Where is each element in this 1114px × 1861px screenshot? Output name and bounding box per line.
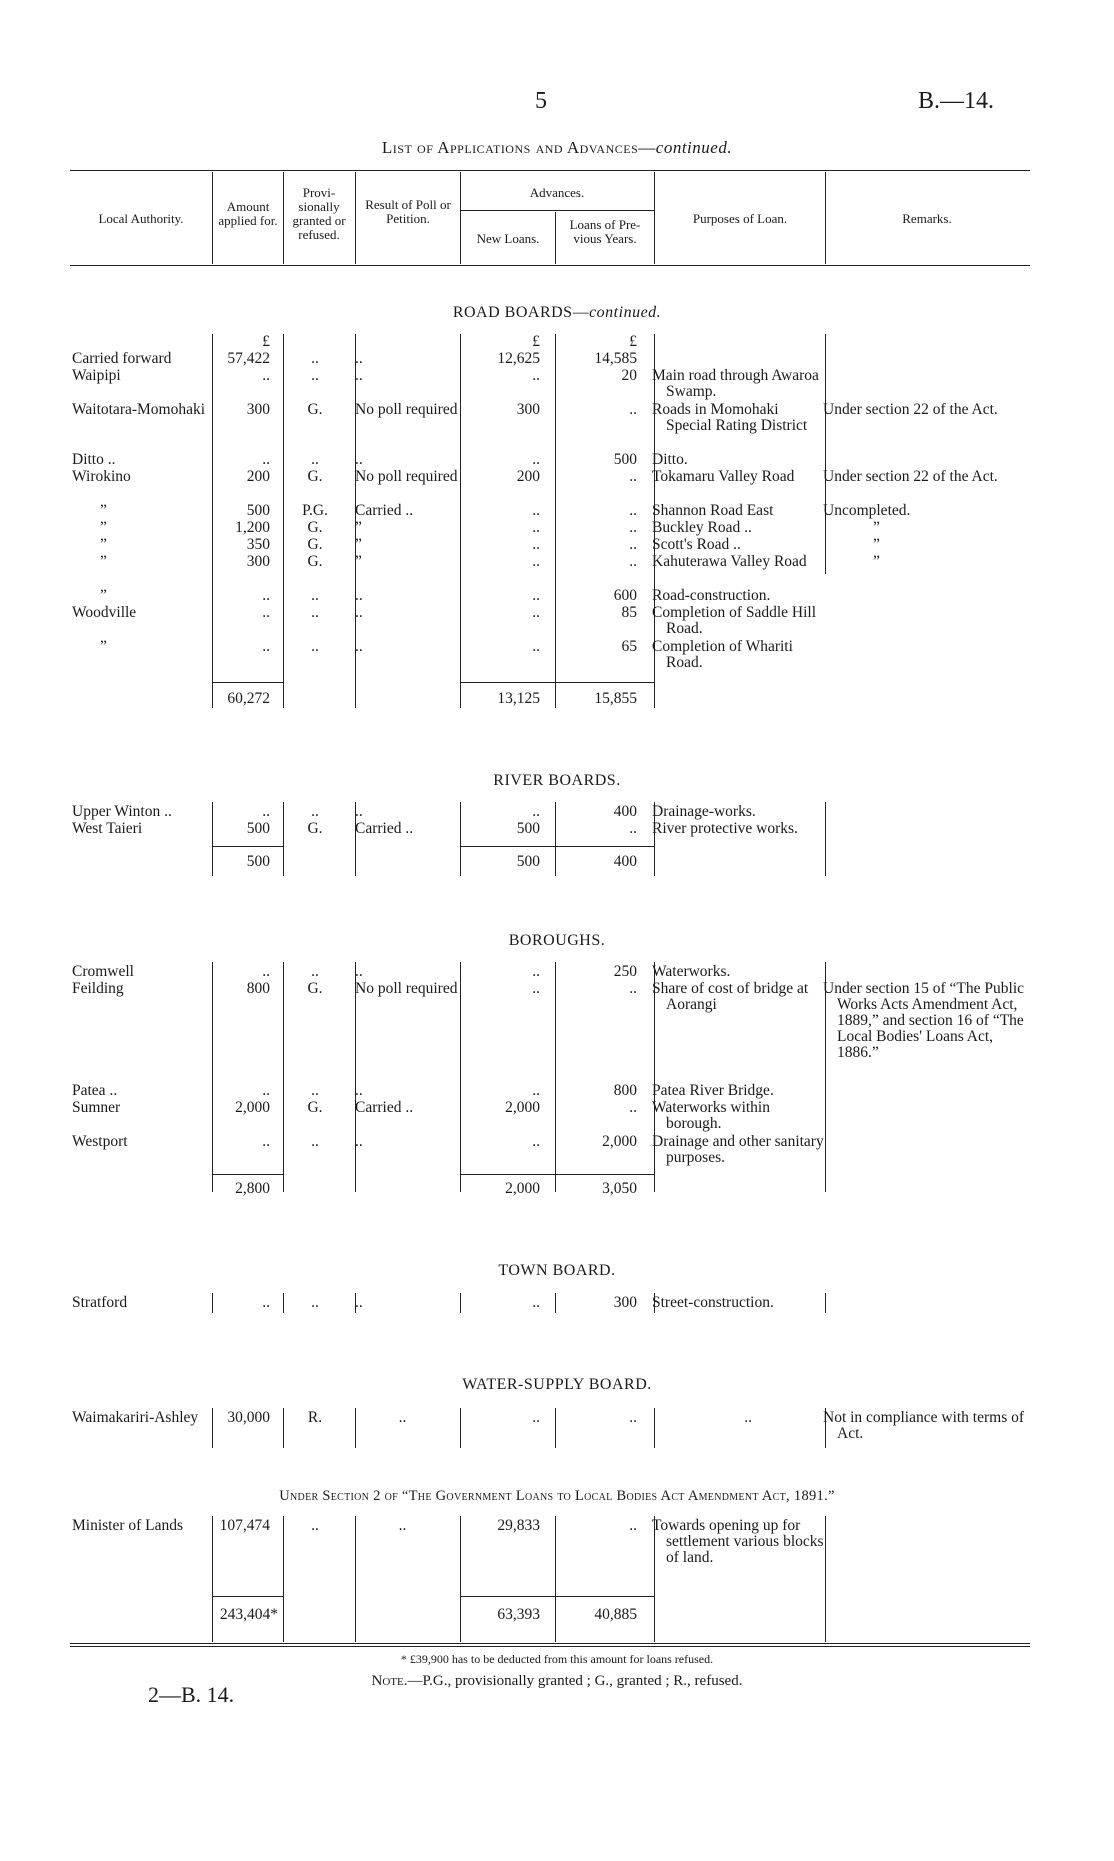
cell-remarks: Under section 22 of the Act. xyxy=(823,468,998,485)
cell-amount: .. xyxy=(262,1294,270,1311)
cell-purpose: Shannon Road East xyxy=(652,502,774,519)
cell-purpose: Scott's Road .. xyxy=(652,536,741,553)
cell-new-loans: 300 xyxy=(516,401,540,418)
cell-purpose: Completion of Whariti Road. xyxy=(652,638,793,671)
document-reference: B.—14. xyxy=(918,88,995,114)
col-divider xyxy=(355,172,356,264)
cell-amount: .. xyxy=(262,451,270,468)
col-divider xyxy=(283,1408,284,1448)
cell-poll: Carried .. xyxy=(355,1099,414,1116)
cell-amount: 300 xyxy=(246,553,270,570)
total-rule xyxy=(212,846,283,847)
cell-prev-loans: .. xyxy=(629,820,637,837)
cell-provisional: .. xyxy=(311,1517,319,1534)
cell-provisional: .. xyxy=(311,350,319,367)
cell-provisional: .. xyxy=(311,963,319,980)
cell-purpose: Patea River Bridge. xyxy=(652,1082,774,1099)
col-header-local-authority: Local Authority. xyxy=(98,211,184,226)
cell-purpose: Ditto. xyxy=(652,451,688,468)
cell-amount: 800 xyxy=(246,980,270,997)
cell-provisional: G. xyxy=(307,536,323,553)
cell-authority: Cromwell xyxy=(72,963,134,980)
page-number: 5 xyxy=(535,88,547,114)
cell-new-loans: .. xyxy=(532,963,540,980)
cell-new-loans: .. xyxy=(532,519,540,536)
cell-new-loans: .. xyxy=(532,536,540,553)
section-town-board: TOWN BOARD. xyxy=(498,1262,616,1279)
cell-prev-loans: 14,585 xyxy=(594,350,637,367)
cell-amount: .. xyxy=(262,604,270,621)
cell-new-loans: 2,000 xyxy=(505,1099,540,1116)
cell-purpose: Drainage and other sanitary purposes. xyxy=(652,1133,824,1166)
cell-amount: .. xyxy=(262,638,270,655)
cell-new-loans: .. xyxy=(532,1294,540,1311)
footnote: * £39,900 has to be deducted from this amount for loans refused. xyxy=(400,1652,714,1666)
total-new-loans: 13,125 xyxy=(497,690,540,707)
cell-authority: Waitotara-Momohaki xyxy=(72,401,206,418)
cell-provisional: R. xyxy=(307,1409,323,1426)
cell-amount: 200 xyxy=(246,468,270,485)
col-header-advances: Advances. xyxy=(529,185,585,200)
total-amount: 2,800 xyxy=(235,1180,270,1197)
col-divider xyxy=(283,802,284,876)
section-river-boards: RIVER BOARDS. xyxy=(493,772,621,789)
total-new-loans: 500 xyxy=(516,853,540,870)
cell-provisional: .. xyxy=(311,803,319,820)
cell-new-loans: .. xyxy=(532,1082,540,1099)
cell-prev-loans: 65 xyxy=(621,638,637,655)
cell-poll: ” xyxy=(355,553,362,570)
cell-amount: 500 xyxy=(246,502,270,519)
cell-provisional: G. xyxy=(307,980,323,997)
cell-provisional: G. xyxy=(307,1099,323,1116)
cell-poll: .. xyxy=(355,604,363,621)
table-bottom-rule xyxy=(70,1643,1030,1644)
cell-new-loans: .. xyxy=(532,587,540,604)
currency-symbol: £ xyxy=(262,333,270,350)
col-header-amount: Amount applied for. xyxy=(218,199,278,228)
cell-authority: ” xyxy=(100,587,107,604)
col-divider xyxy=(283,1293,284,1313)
col-divider xyxy=(283,1516,284,1642)
cell-provisional: .. xyxy=(311,1294,319,1311)
cell-provisional: P.G. xyxy=(302,502,328,519)
cell-amount: 500 xyxy=(246,820,270,837)
col-divider xyxy=(654,172,655,264)
cell-authority: ” xyxy=(100,536,107,553)
cell-prev-loans: .. xyxy=(629,502,637,519)
title-continued: continued. xyxy=(655,138,733,157)
cell-prev-loans: .. xyxy=(629,468,637,485)
total-rule xyxy=(460,682,654,683)
cell-purpose: Road-construction. xyxy=(652,587,771,604)
cell-prev-loans: .. xyxy=(629,1517,637,1534)
col-divider xyxy=(355,1516,356,1642)
cell-authority: Carried forward xyxy=(72,350,172,367)
col-header-remarks: Remarks. xyxy=(902,211,952,226)
section-2-heading xyxy=(0,1488,1114,1505)
cell-provisional: G. xyxy=(307,553,323,570)
col-divider xyxy=(555,212,556,264)
cell-prev-loans: 500 xyxy=(613,451,637,468)
cell-amount: 350 xyxy=(246,536,270,553)
cell-authority: Woodville xyxy=(72,604,137,621)
cell-poll: No poll required xyxy=(355,468,458,485)
cell-purpose: Kahuterawa Valley Road xyxy=(652,553,807,570)
total-prev-loans: 3,050 xyxy=(602,1180,637,1197)
cell-new-loans: .. xyxy=(532,638,540,655)
total-rule xyxy=(212,1174,283,1175)
total-amount: 60,272 xyxy=(227,690,270,707)
cell-prev-loans: 800 xyxy=(613,1082,637,1099)
col-header-new-loans: New Loans. xyxy=(476,231,540,246)
cell-amount: .. xyxy=(262,1082,270,1099)
grand-total-amount: 243,404* xyxy=(219,1606,278,1623)
cell-authority: Minister of Lands xyxy=(72,1517,184,1534)
cell-purpose: Completion of Saddle Hill Road. xyxy=(652,604,817,637)
table-bottom-rule xyxy=(70,1646,1030,1647)
cell-amount: 107,474 xyxy=(219,1517,270,1534)
cell-purpose: Roads in Momohaki Special Rating District xyxy=(652,401,808,434)
note-text: —P.G., provisionally granted ; G., granted ; R., refused. xyxy=(407,1673,743,1689)
cell-purpose: Street-construction. xyxy=(652,1294,774,1311)
cell-purpose: Share of cost of bridge at Aorangi xyxy=(652,980,809,1013)
cell-prev-loans: .. xyxy=(629,553,637,570)
section-boroughs: BOROUGHS. xyxy=(508,932,606,949)
section-heading-continued: continued. xyxy=(589,304,662,321)
col-divider xyxy=(283,962,284,1192)
cell-provisional: .. xyxy=(311,1133,319,1150)
cell-poll: No poll required xyxy=(355,401,458,418)
col-divider xyxy=(212,172,213,264)
header-bottom-rule xyxy=(70,265,1030,266)
cell-remarks: Uncompleted. xyxy=(823,502,911,519)
cell-provisional: .. xyxy=(311,367,319,384)
currency-symbol: £ xyxy=(629,333,637,350)
cell-prev-loans: .. xyxy=(629,1409,637,1426)
cell-provisional: .. xyxy=(311,587,319,604)
grand-total-prev-loans: 40,885 xyxy=(594,1606,637,1623)
cell-new-loans: .. xyxy=(532,1133,540,1150)
cell-amount: 300 xyxy=(246,401,270,418)
cell-purpose: Buckley Road .. xyxy=(652,519,752,536)
cell-authority: Feilding xyxy=(72,980,124,997)
title-main: List of Applications and Advances— xyxy=(381,138,656,157)
cell-provisional: .. xyxy=(311,638,319,655)
col-divider xyxy=(283,172,284,264)
cell-amount: 2,000 xyxy=(235,1099,270,1116)
cell-prev-loans: 300 xyxy=(613,1294,637,1311)
total-rule xyxy=(460,846,654,847)
cell-provisional: G. xyxy=(307,820,323,837)
note-label: Note. xyxy=(371,1673,408,1689)
cell-authority: Waipipi xyxy=(72,367,121,384)
cell-provisional: .. xyxy=(311,1082,319,1099)
cell-poll: .. xyxy=(355,587,363,604)
cell-poll: .. xyxy=(355,963,363,980)
cell-poll: Carried .. xyxy=(355,820,414,837)
cell-new-loans: .. xyxy=(532,367,540,384)
cell-poll: No poll required xyxy=(355,980,458,997)
cell-amount: .. xyxy=(262,963,270,980)
cell-authority: Stratford xyxy=(72,1294,128,1311)
cell-new-loans: 500 xyxy=(516,820,540,837)
cell-poll: ” xyxy=(355,519,362,536)
cell-prev-loans: .. xyxy=(629,1099,637,1116)
cell-amount: 1,200 xyxy=(235,519,270,536)
cell-poll: .. xyxy=(355,350,363,367)
section-2-heading-text: Under Section 2 of “The Government Loans to Local Bodies Act Amendment Act, 1891.” xyxy=(279,1488,835,1504)
cell-prev-loans: 400 xyxy=(613,803,637,820)
section-road-boards xyxy=(0,304,1114,322)
cell-authority: ” xyxy=(100,519,107,536)
cell-provisional: G. xyxy=(307,401,323,418)
col-divider xyxy=(825,1293,826,1313)
cell-poll: .. xyxy=(355,1133,363,1150)
col-header-purposes: Purposes of Loan. xyxy=(692,211,788,226)
total-rule xyxy=(212,682,283,683)
cell-amount: 57,422 xyxy=(227,350,270,367)
cell-purpose: Waterworks within borough. xyxy=(652,1099,770,1132)
header-top-rule xyxy=(70,170,1030,171)
cell-remarks: ” xyxy=(873,553,880,570)
cell-new-loans: .. xyxy=(532,803,540,820)
cell-authority: Patea .. xyxy=(72,1082,118,1099)
cell-provisional: .. xyxy=(311,604,319,621)
cell-prev-loans: 85 xyxy=(621,604,637,621)
cell-purpose: .. xyxy=(744,1409,752,1426)
col-divider xyxy=(825,802,826,876)
cell-poll: .. xyxy=(355,451,363,468)
col-divider xyxy=(825,172,826,264)
total-prev-loans: 400 xyxy=(613,853,637,870)
cell-prev-loans: 20 xyxy=(621,367,637,384)
cell-new-loans: .. xyxy=(532,980,540,997)
cell-poll: .. xyxy=(355,1082,363,1099)
cell-remarks: ” xyxy=(873,519,880,536)
cell-authority: ” xyxy=(100,638,107,655)
cell-authority: Westport xyxy=(72,1133,128,1150)
cell-new-loans: .. xyxy=(532,553,540,570)
cell-prev-loans: .. xyxy=(629,519,637,536)
cell-remarks: Under section 22 of the Act. xyxy=(823,401,998,418)
total-prev-loans: 15,855 xyxy=(594,690,637,707)
cell-poll: .. xyxy=(355,1294,363,1311)
cell-new-loans: .. xyxy=(532,451,540,468)
cell-authority: Waimakariri-Ashley xyxy=(72,1409,199,1426)
cell-authority: Ditto .. xyxy=(72,451,116,468)
col-divider xyxy=(460,172,461,264)
cell-provisional: .. xyxy=(311,451,319,468)
cell-amount: .. xyxy=(262,1133,270,1150)
cell-amount: .. xyxy=(262,367,270,384)
cell-poll: .. xyxy=(398,1409,407,1426)
cell-new-loans: .. xyxy=(532,604,540,621)
cell-new-loans: .. xyxy=(532,502,540,519)
cell-authority: Wirokino xyxy=(72,468,131,485)
total-amount: 500 xyxy=(246,853,270,870)
cell-authority: Upper Winton .. xyxy=(72,803,172,820)
col-header-provisional: Provi-sionally granted or refused. xyxy=(292,185,346,242)
cell-remarks: Under section 15 of “The Public Works Acts Amendment Act, 1889,” and section 16 of “The Local Bodies' Loans Act, 1886.” xyxy=(823,980,1025,1061)
col-header-result: Result of Poll or Petition. xyxy=(365,197,451,226)
col-header-prev-loans: Loans of Pre-vious Years. xyxy=(569,217,641,246)
cell-new-loans: 12,625 xyxy=(497,350,540,367)
cell-authority: West Taieri xyxy=(72,820,143,837)
cell-poll: Carried .. xyxy=(355,502,414,519)
cell-new-loans: .. xyxy=(532,1409,540,1426)
page-title xyxy=(0,138,1114,158)
cell-amount: .. xyxy=(262,587,270,604)
cell-new-loans: 200 xyxy=(516,468,540,485)
currency-symbol: £ xyxy=(532,333,540,350)
cell-poll: .. xyxy=(355,638,363,655)
cell-poll: .. xyxy=(355,367,363,384)
cell-prev-loans: 250 xyxy=(613,963,637,980)
cell-amount: 30,000 xyxy=(227,1409,270,1426)
cell-provisional: G. xyxy=(307,519,323,536)
cell-purpose: Towards opening up for settlement various blocks of land. xyxy=(652,1517,824,1566)
cell-purpose: River protective works. xyxy=(652,820,798,837)
cell-authority: ” xyxy=(100,502,107,519)
cell-purpose: Main road through Awaroa Swamp. xyxy=(652,367,819,400)
cell-prev-loans: 2,000 xyxy=(602,1133,637,1150)
cell-provisional: G. xyxy=(307,468,323,485)
col-divider xyxy=(283,334,284,708)
total-new-loans: 2,000 xyxy=(505,1180,540,1197)
section-heading: ROAD BOARDS— xyxy=(452,304,590,321)
printer-signature: 2—B. 14. xyxy=(148,1682,235,1707)
cell-remarks: ” xyxy=(873,536,880,553)
cell-new-loans: 29,833 xyxy=(497,1517,540,1534)
cell-prev-loans: .. xyxy=(629,401,637,418)
cell-purpose: Waterworks. xyxy=(652,963,731,980)
cell-authority: Sumner xyxy=(72,1099,121,1116)
cell-poll: .. xyxy=(398,1517,407,1534)
cell-prev-loans: .. xyxy=(629,980,637,997)
cell-poll: ” xyxy=(355,536,362,553)
advances-sub-rule xyxy=(460,210,655,211)
cell-remarks: Not in compliance with terms of Act. xyxy=(823,1409,1025,1442)
cell-prev-loans: .. xyxy=(629,536,637,553)
grand-total-new-loans: 63,393 xyxy=(497,1606,540,1623)
section-water-supply-board: WATER-SUPPLY BOARD. xyxy=(462,1376,652,1393)
cell-authority: ” xyxy=(100,553,107,570)
cell-prev-loans: 600 xyxy=(613,587,637,604)
cell-poll: .. xyxy=(355,803,363,820)
total-rule xyxy=(460,1174,654,1175)
cell-purpose: Drainage-works. xyxy=(652,803,756,820)
total-rule xyxy=(212,1596,283,1597)
total-rule xyxy=(460,1596,654,1597)
cell-purpose: Tokamaru Valley Road xyxy=(652,468,795,485)
cell-amount: .. xyxy=(262,803,270,820)
